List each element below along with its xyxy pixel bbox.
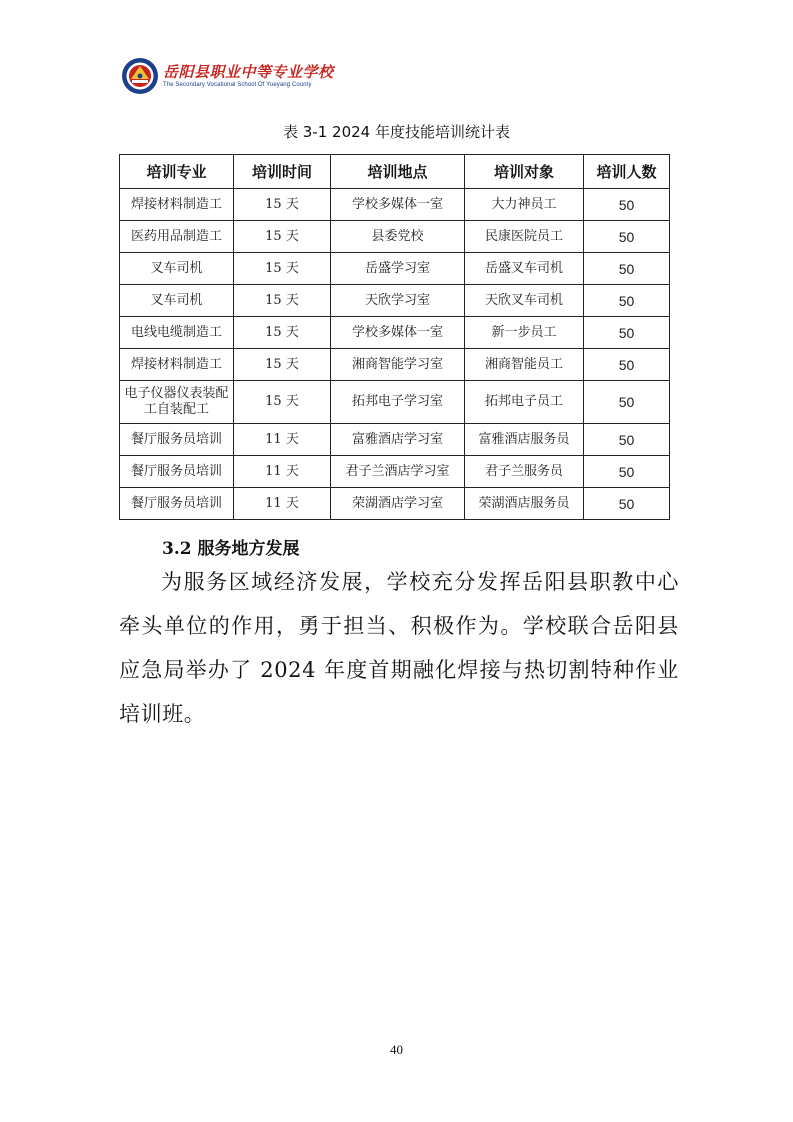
cell-duration: 15 天 [234,381,331,424]
cell-location: 拓邦电子学习室 [331,381,465,424]
cell-location: 县委党校 [331,221,465,253]
school-emblem-icon [121,57,159,95]
cell-specialty: 餐厅服务员培训 [120,488,234,520]
cell-target: 新一步员工 [465,317,584,349]
column-header: 培训地点 [331,155,465,189]
cell-specialty: 电子仪器仪表装配工自装配工 [120,381,234,424]
cell-target: 湘商智能员工 [465,349,584,381]
table-row [120,349,670,381]
cell-count: 50 [584,488,670,520]
table-row [120,285,670,317]
column-header: 培训时间 [234,155,331,189]
cell-target: 岳盛叉车司机 [465,253,584,285]
cell-count: 50 [584,253,670,285]
table-row [120,253,670,285]
cell-specialty: 叉车司机 [120,253,234,285]
table-row [120,381,670,424]
cell-specialty: 餐厅服务员培训 [120,424,234,456]
cell-specialty: 餐厅服务员培训 [120,456,234,488]
table-header-row [120,155,670,189]
cell-location: 岳盛学习室 [331,253,465,285]
cell-target: 荣湖酒店服务员 [465,488,584,520]
cell-duration: 15 天 [234,317,331,349]
column-header: 培训对象 [465,155,584,189]
cell-count: 50 [584,221,670,253]
body-paragraph: 为服务区域经济发展，学校充分发挥岳阳县职教中心牵头单位的作用，勇于担当、积极作为。学校联合岳阳县应急局举办了 2024 年度首期融化焊接与热切割特种作业培训班。 [119,570,679,726]
cell-duration: 15 天 [234,189,331,221]
page-header [121,57,381,97]
table-row [120,456,670,488]
cell-count: 50 [584,424,670,456]
cell-target: 民康医院员工 [465,221,584,253]
cell-specialty: 医药用品制造工 [120,221,234,253]
cell-count: 50 [584,381,670,424]
cell-target: 大力神员工 [465,189,584,221]
training-stats-table [119,154,670,520]
cell-location: 天欣学习室 [331,285,465,317]
table-row [120,488,670,520]
table-title: 表 3-1 2024 年度技能培训统计表 [283,123,510,141]
cell-duration: 11 天 [234,424,331,456]
cell-location: 富雅酒店学习室 [331,424,465,456]
cell-target: 天欣叉车司机 [465,285,584,317]
cell-location: 湘商智能学习室 [331,349,465,381]
cell-specialty: 叉车司机 [120,285,234,317]
cell-count: 50 [584,456,670,488]
cell-duration: 15 天 [234,253,331,285]
cell-target: 君子兰服务员 [465,456,584,488]
cell-location: 荣湖酒店学习室 [331,488,465,520]
column-header: 培训专业 [120,155,234,189]
table-row [120,221,670,253]
cell-count: 50 [584,189,670,221]
page-number: 40 [390,1042,403,1057]
table-row [120,317,670,349]
cell-count: 50 [584,285,670,317]
table-row [120,424,670,456]
table-row [120,189,670,221]
cell-count: 50 [584,349,670,381]
cell-duration: 15 天 [234,285,331,317]
cell-duration: 15 天 [234,221,331,253]
cell-duration: 15 天 [234,349,331,381]
cell-target: 富雅酒店服务员 [465,424,584,456]
cell-target: 拓邦电子员工 [465,381,584,424]
column-header: 培训人数 [584,155,670,189]
cell-specialty: 电线电缆制造工 [120,317,234,349]
cell-duration: 11 天 [234,488,331,520]
cell-specialty: 焊接材料制造工 [120,189,234,221]
cell-duration: 11 天 [234,456,331,488]
cell-location: 学校多媒体一室 [331,189,465,221]
section-heading: 3.2 服务地方发展 [162,539,300,559]
cell-location: 学校多媒体一室 [331,317,465,349]
cell-location: 君子兰酒店学习室 [331,456,465,488]
school-name-cn: 岳阳县职业中等专业学校 [163,63,334,81]
cell-count: 50 [584,317,670,349]
school-name-en: The Secondary Vocational School Of Yueyang County [163,82,312,88]
cell-specialty: 焊接材料制造工 [120,349,234,381]
